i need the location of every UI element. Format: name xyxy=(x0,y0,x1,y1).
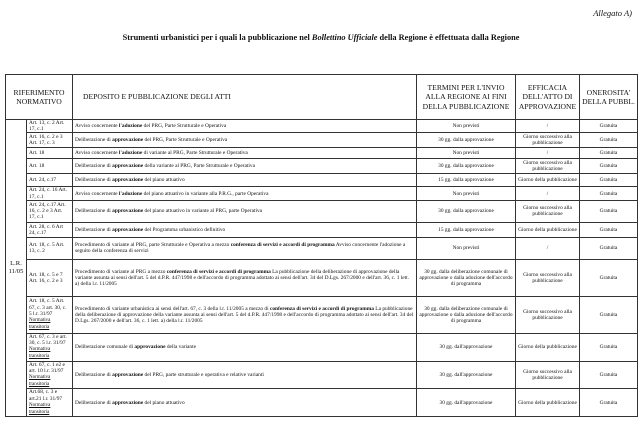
header-riferimento: RIFERIMENTO NORMATIVO xyxy=(6,75,73,120)
termini-cell: 15 gg. dalla approvazione xyxy=(417,174,516,187)
efficacia-cell: Giorno della pubblicazione xyxy=(516,174,580,187)
efficacia-cell: Giorno successivo alla pubblicazione xyxy=(516,133,580,148)
ref-cell xyxy=(27,361,73,389)
header-termini: TERMINI PER L'INVIO ALLA REGIONE AI FINI DELLA PUBBLICAZIONE xyxy=(417,75,516,120)
termini-cell: 30 gg. dall'approvazione xyxy=(417,333,516,361)
ref-note: Normativa transitoria xyxy=(29,347,51,360)
table-row xyxy=(6,120,638,133)
termini-cell: Non previsti xyxy=(417,187,516,200)
deposito-cell: Deliberazione di approvazione del PRG, parte strutturale e operativa e relative varianti xyxy=(73,361,417,389)
table-row xyxy=(6,200,638,222)
ref-text: Art. 18 xyxy=(29,163,45,170)
deposito-cell: Deliberazione di approvazione del piano attuativo xyxy=(73,174,417,187)
termini-cell: 30 gg. dall'approvazione xyxy=(417,389,516,417)
ref-cell xyxy=(27,148,73,159)
ref-note: Normativa transitoria xyxy=(29,375,51,388)
table-row xyxy=(6,361,638,389)
deposito-cell: Deliberazione di approvazione della variante al PRG, Parte Strutturale e Operativa xyxy=(73,159,417,174)
ref-text: Art.68, c. 3 e art.21 l.r. 31/97 xyxy=(29,389,63,402)
table-header-row xyxy=(6,75,638,120)
deposito-cell: Avviso concernente l'adozione del PRG, Parte Strutturale e Operativa xyxy=(73,120,417,133)
ref-cell xyxy=(27,174,73,187)
efficacia-cell: Giorno successivo alla pubblicazione xyxy=(516,361,580,389)
onerosita-cell: Gratuita xyxy=(580,120,638,133)
ref-text: Art. 18, c. 5 Art. 67, c. 3 art. 30, c. 5 l.r. 31/97 xyxy=(29,298,67,317)
table-row xyxy=(6,174,638,187)
termini-cell: Non previsti xyxy=(417,237,516,259)
efficacia-cell: / xyxy=(516,187,580,200)
termini-cell: 30 gg. dalla approvazione xyxy=(417,133,516,148)
page-title: Strumenti urbanistici per i quali la pubblicazione nel Bollettino Ufficiale della Regione è effettuata dalla Regione xyxy=(122,33,520,42)
deposito-cell: Deliberazione di approvazione del PRG, Parte Strutturale e Operativa xyxy=(73,133,417,148)
onerosita-cell: Gratuita xyxy=(580,361,638,389)
termini-cell: 30 gg. dall'approvazione xyxy=(417,361,516,389)
onerosita-cell: Gratuita xyxy=(580,222,638,237)
efficacia-cell: / xyxy=(516,148,580,159)
onerosita-cell: Gratuita xyxy=(580,237,638,259)
header-onerosita: ONEROSITA' DELLA PUBBL. xyxy=(580,75,638,120)
table-row xyxy=(6,159,638,174)
efficacia-cell: Giorno della pubblicazione xyxy=(516,333,580,361)
onerosita-cell: Gratuita xyxy=(580,174,638,187)
termini-cell: 30 gg. dalla deliberazione comunale di approvazione o dalla adozione dell'accordo di programma xyxy=(417,296,516,333)
table-row xyxy=(6,296,638,333)
deposito-cell: Deliberazione comunale di approvazione della variante xyxy=(73,333,417,361)
ref-cell xyxy=(27,120,73,133)
ref-cell xyxy=(27,133,73,148)
ref-text: Art. 13, c. 2 Art. 17, c.1 xyxy=(29,120,65,133)
onerosita-cell: Gratuita xyxy=(580,389,638,417)
ref-cell xyxy=(27,187,73,200)
ref-cell xyxy=(27,222,73,237)
efficacia-cell: Giorno successivo alla pubblicazione xyxy=(516,296,580,333)
deposito-cell: Deliberazione di approvazione del piano attuativo xyxy=(73,389,417,417)
efficacia-cell: Giorno successivo alla pubblicazione xyxy=(516,159,580,174)
ref-cell xyxy=(27,389,73,417)
ref-cell xyxy=(27,237,73,259)
efficacia-cell: Giorno della pubblicazione xyxy=(516,389,580,417)
ref-cell xyxy=(27,296,73,333)
efficacia-cell: Giorno successivo alla pubblicazione xyxy=(516,259,580,296)
ref-text: Art. 67, c. 1 e2 e art. 10 l.r. 31/97 xyxy=(29,361,65,374)
termini-cell: Non previsti xyxy=(417,148,516,159)
termini-cell: 30 gg. dalla approvazione xyxy=(417,200,516,222)
ref-text: Art. 16, c. 2 e 3 Art. 17, c. 3 xyxy=(29,134,63,147)
termini-cell: 30 gg. dalla deliberazione comunale di approvazione o dalla adozione dell'accordo di programma xyxy=(417,259,516,296)
ref-cell xyxy=(27,159,73,174)
efficacia-cell: Giorno successivo alla pubblicazione xyxy=(516,200,580,222)
onerosita-cell: Gratuita xyxy=(580,133,638,148)
deposito-cell: Procedimento di variante al PRG, parte Strutturale e Operativa a mezzo conferenza di servizi e accordi di programma Avviso concernente l'adozione a seguito della conferenza di servizi xyxy=(73,237,417,259)
onerosita-cell: Gratuita xyxy=(580,296,638,333)
table-row xyxy=(6,222,638,237)
ref-text: Art. 24, c. 16 Art. 17, c.1 xyxy=(29,187,68,200)
ref-text: Art. 18, c. 5 Art. 13, c. 2 xyxy=(29,242,65,255)
table-row xyxy=(6,187,638,200)
header-deposito: DEPOSITO E PUBBLICAZIONE DEGLI ATTI xyxy=(73,75,417,120)
onerosita-cell: Gratuita xyxy=(580,333,638,361)
allegato-label: Allegato A) xyxy=(593,8,632,18)
deposito-cell: Deliberazione di approvazione del Programma urbanistico definitivo xyxy=(73,222,417,237)
ref-text: Art. 24, c.17 Art. 16, c. 2 e 3 Art. 17, c.1 xyxy=(29,202,66,221)
ref-cell xyxy=(27,259,73,296)
ref-cell xyxy=(27,333,73,361)
law-cell: L.R. 11/05 xyxy=(6,120,27,417)
onerosita-cell: Gratuita xyxy=(580,259,638,296)
efficacia-cell: / xyxy=(516,120,580,133)
header-efficacia: EFFICACIA DELL'ATTO DI APPROVAZIONE xyxy=(516,75,580,120)
efficacia-cell: Giorno della pubblicazione xyxy=(516,222,580,237)
onerosita-cell: Gratuita xyxy=(580,159,638,174)
deposito-cell: Procedimento di variante al PRG a mezzo conferenza di servizi e accordi di programma La pubblicazione della deliberazione di approvazione della variante assunta ai sensi dell'art. 5 del d.P.R. 447/1998 e dell'accordo di programma adottato ai sensi dell'art. 34 del D.Lgs. 267/2000 e dell'art. 36, c. 1 lett. a) della l.r. 11/2005 xyxy=(73,259,417,296)
regulations-table xyxy=(5,74,638,417)
onerosita-cell: Gratuita xyxy=(580,200,638,222)
termini-cell: Non previsti xyxy=(417,120,516,133)
table-row xyxy=(6,333,638,361)
ref-cell xyxy=(27,200,73,222)
termini-cell: 15 gg. dalla approvazione xyxy=(417,222,516,237)
table-row xyxy=(6,237,638,259)
deposito-cell: Deliberazione di approvazione del piano attuativo in variante al PRG, parte Operativa xyxy=(73,200,417,222)
deposito-cell: Procedimento di variante urbanistica ai sensi dell'art. 67, c. 3 della l.r. 11/2005 a mezzo di conferenza di servizi e accordi di programma La pubblicazione della deliberazione di approvazione della variante assunta ai sensi dell'art. 5 del d.P.R. 447/1998 e dell'accordo di programma adottato ai sensi dell'art. 34 del D.Lgs. 267/2000 e dell'art. 36, c. 1 lett. a) della l.r. 11/2005 xyxy=(73,296,417,333)
table-row xyxy=(6,389,638,417)
ref-text: Art. 24, c.17 xyxy=(29,177,57,184)
onerosita-cell: Gratuita xyxy=(580,187,638,200)
deposito-cell: Avviso concernente l'adozione di variante al PRG, Parte Strutturale e Operativa xyxy=(73,148,417,159)
ref-text: Art. 28, c. 6 Art 24, c.17 xyxy=(29,223,63,236)
table-row xyxy=(6,133,638,148)
ref-note: Normativa transitoria xyxy=(29,317,51,331)
ref-text: Art. 67, c. 3 e art. 30, c. 5 l.r. 31/97 xyxy=(29,333,67,347)
termini-cell: 30 gg. dalla approvazione xyxy=(417,159,516,174)
deposito-cell: Avviso concernente l'adozione del piano attuativo in variante alla P.R.G., parte Operativa xyxy=(73,187,417,200)
ref-text: Art. 18 xyxy=(29,150,45,157)
onerosita-cell: Gratuita xyxy=(580,148,638,159)
ref-text: Art. 18, c. 5 e 7 Art. 16, c. 2 e 3 xyxy=(29,271,63,284)
efficacia-cell: / xyxy=(516,237,580,259)
table-row xyxy=(6,259,638,296)
ref-note: Normativa transitoria xyxy=(29,402,51,416)
table-row xyxy=(6,148,638,159)
